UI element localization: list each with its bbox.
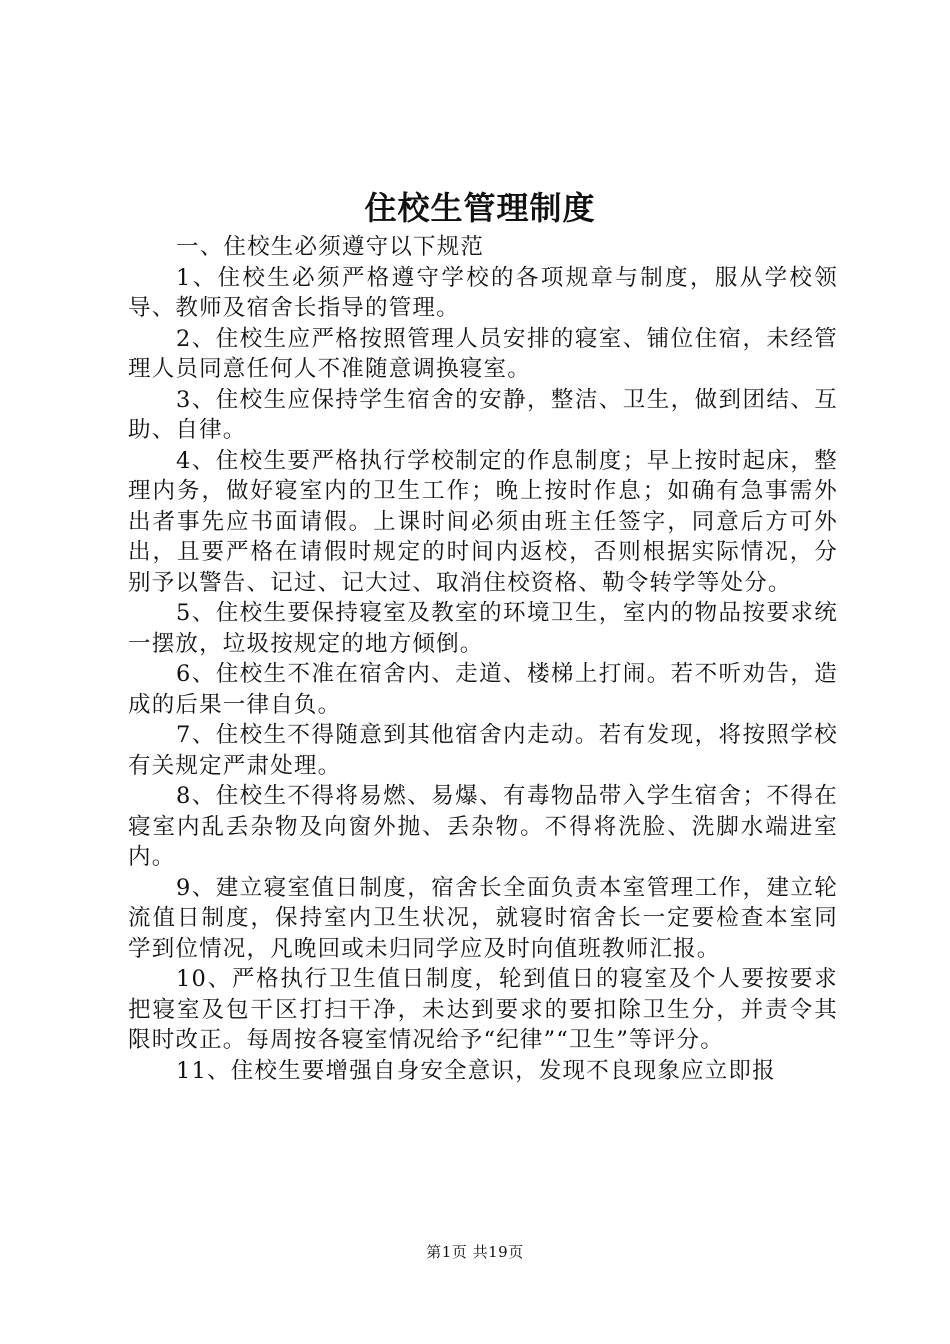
rule-paragraph-9: 9、建立寝室值日制度，宿舍长全面负责本室管理工作，建立轮流值日制度，保持室内卫生状况，就寝时宿舍长一定要检查本室同学到位情况，凡晚回或未归同学应及时向值班教师汇报。 [128, 874, 838, 962]
section-heading: 一、住校生必须遵守以下规范 [176, 234, 485, 260]
rule-paragraph-6: 6、住校生不准在宿舍内、走道、楼梯上打闹。若不听劝告，造成的后果一律自负。 [128, 661, 838, 718]
rule-paragraph-4: 4、住校生要严格执行学校制定的作息制度；早上按时起床，整理内务，做好寝室内的卫生工作；晚上按时作息；如确有急事需外出者事先应书面请假。上课时间必须由班主任签字，同意后方可外出，且要严格在请假时规定的时间内返校，否则根据实际情况，分别予以警告、记过、记大过、取消住校资格、勒令转学等处分。 [128, 447, 838, 596]
rule-paragraph-1: 1、住校生必须严格遵守学校的各项规章与制度，服从学校领导、教师及宿舍长指导的管理。 [128, 264, 838, 321]
rule-paragraph-11: 11、住校生要增强自身安全意识，发现不良现象应立即报 [176, 1057, 776, 1084]
rule-paragraph-5: 5、住校生要保持寝室及教室的环境卫生，室内的物品按要求统一摆放，垃圾按规定的地方倾倒。 [128, 600, 838, 657]
rule-paragraph-8: 8、住校生不得将易燃、易爆、有毒物品带入学生宿舍；不得在寝室内乱丢杂物及向窗外抛、丢杂物。不得将洗脸、洗脚水端进室内。 [128, 783, 838, 870]
document-title: 住校生管理制度 [364, 189, 596, 227]
rule-paragraph-3: 3、住校生应保持学生宿舍的安静，整洁、卫生，做到团结、互助、自律。 [128, 386, 838, 443]
rule-paragraph-10: 10、严格执行卫生值日制度，轮到值日的寝室及个人要按要求把寝室及包干区打扫干净，未达到要求的要扣除卫生分，并责令其限时改正。每周按各寝室情况给予“纪律”“卫生”等评分。 [128, 966, 838, 1053]
rule-paragraph-2: 2、住校生应严格按照管理人员安排的寝室、铺位住宿，未经管理人员同意任何人不准随意调换寝室。 [128, 325, 838, 382]
document-body [128, 232, 838, 1086]
rule-paragraph-7: 7、住校生不得随意到其他宿舍内走动。若有发现，将按照学校有关规定严肃处理。 [128, 722, 838, 779]
page-number-footer: 第1页 共19页 [426, 1243, 524, 1261]
